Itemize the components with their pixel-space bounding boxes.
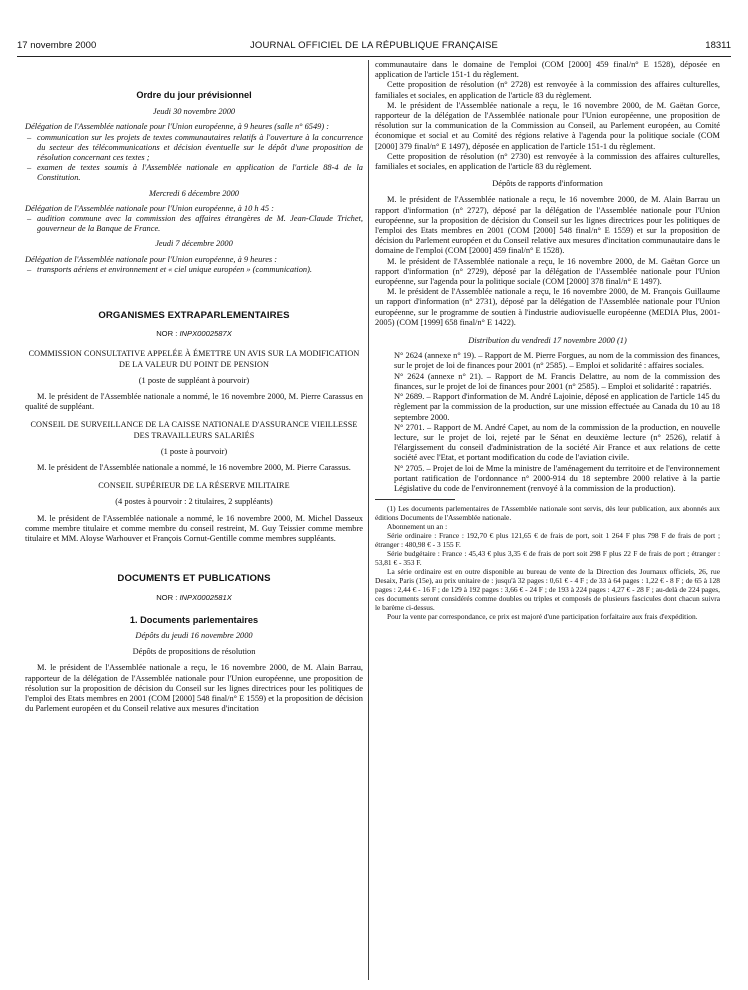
distribution-number: N° 2705.	[394, 463, 425, 473]
agenda-item-1: – communication sur les projets de textes communautaires relatifs à l'ouverture à la concurrence du secteur des télécommunications et décision éventuelle sur le dépôt d'une proposition de résolution concernant ces textes ;	[25, 133, 363, 164]
rapport-1: M. le président de l'Assemblée nationale a reçu, le 16 novembre 2000, de M. Alain Barrau un rapport d'information (n° 2727), déposé par la délégation de l'Assemblée nationale pour l'Union européenne, sur la proposition de décision du Conseil sur les lignes directrices pour les politiques de l'emploi des Etats membres en 2001 (COM [2000] 548 final/n° E 1559) et sur la proposition de décision du Parlement européen et du Conseil relative aux mesures d'incitation communautaire dans le domaine de l'emploi (COM [2000] 459 final/n° E 1528).	[375, 195, 720, 256]
distribution-text: – Rapport de M. André Capet, au nom de la commission de la production, en nouvelle lecture, sur le projet de loi, rejeté par le Sénat en deuxième lecture (n° 2526), relatif à l'élargissement du conseil d'administration de la société Air France et aux relations de cette société avec l'Etat, et portant modification du code de l'aviation civile.	[394, 422, 720, 463]
distribution-number: N° 2624	[394, 371, 425, 381]
nor-label: NOR :	[156, 329, 178, 339]
depot-1-text: M. le président de l'Assemblée nationale a reçu, le 16 novembre 2000, de M. Alain Barrau, rapporteur de la délégation de l'Assemblée nationale pour l'Union européenne, une proposition de résolution sur la proposition de décision du Conseil sur les lignes directrices pour les politiques de l'emploi des Etats membres en 2001 (COM [2000] 548 final/n° E 1559) et la proposition de décision du Parlement européen et du Conseil relative aux mesures d'incitation	[25, 663, 363, 714]
distribution-number: N° 2689.	[394, 392, 425, 402]
commission-2-text: M. le président de l'Assemblée nationale a nommé, le 16 novembre 2000, M. Pierre Carassus.	[37, 463, 351, 473]
correspondance-info: Pour la vente par correspondance, ce prix est majoré d'une participation forfaitaire aux frais d'expédition.	[387, 612, 698, 622]
nor-code: INPX0002581X	[179, 592, 232, 602]
distribution-item	[375, 351, 720, 371]
distribution-item	[375, 464, 720, 495]
date-jeudi-30: Jeudi 30 novembre 2000	[152, 107, 236, 117]
distribution-number: N° 2701.	[394, 422, 425, 432]
commission-1-title: COMMISSION CONSULTATIVE APPELÉE À ÉMETTRE UN AVIS SUR LA MODIFICATION DE LA VALEUR DU POINT DE PENSION	[28, 349, 360, 369]
commission-1-text: M. le président de l'Assemblée nationale a nommé, le 16 novembre 2000, M. Pierre Carassus en qualité de suppléant.	[25, 392, 363, 412]
left-column	[25, 60, 363, 714]
delegation-session-2: Délégation de l'Assemblée nationale pour l'Union européenne, à 10 h 45 :	[25, 203, 274, 213]
footnote-1: (1) Les documents parlementaires de l'Assemblée nationale sont servis, dès leur publication, aux abonnés aux éditions Documents de l'Assemblée nationale.	[375, 504, 720, 523]
footnotes	[375, 504, 720, 621]
organismes-title: ORGANISMES EXTRAPARLEMENTAIRES	[98, 310, 290, 322]
distribution-text: (annexe n° 19). – Rapport de M. Pierre Forgues, au nom de la commission des finances, sur le projet de loi de finances pour 2001 (n° 2585). – Emploi et solidarité : affaires sociales.	[394, 351, 720, 371]
nor-reference-1	[25, 329, 363, 339]
distribution-number: N° 2624	[394, 351, 423, 361]
documents-parlementaires-title: 1. Documents parlementaires	[129, 614, 259, 625]
vente-info: La série ordinaire est en outre disponible au bureau de vente de la Direction des Journaux officiels, 26, rue Desaix, Paris (15e), au prix unitaire de : jusqu'à 32 pages : 0,61 € - 4 F ; de 33 à 64 pages : 1,22 € - 8 F ; de 65 à 128 pages : 2,44 € - 16 F ; de 129 à 192 pages : 3,66 € - 24 F ; de 193 à 224 pages : 4,27 € - 28 F ; au-delà de 224 pages, ces documents seront considérés comme doubles ou triples et composés de plusieurs fascicules dont chacun suivra le barème ci-dessus.	[375, 567, 720, 613]
distribution-heading: Distribution du vendredi 17 novembre 2000 (1)	[468, 336, 627, 346]
abonnement-label: Abonnement un an :	[387, 522, 448, 532]
agenda-item-3: – audition commune avec la commission des affaires étrangères de M. Jean-Claude Trichet, gouverneur de la Banque de France.	[25, 214, 363, 234]
header-date: 17 novembre 2000	[17, 40, 97, 51]
date-mercredi-6: Mercredi 6 décembre 2000	[149, 188, 239, 198]
rapport-2: M. le président de l'Assemblée nationale a reçu, le 16 novembre 2000, de M. Gaëtan Gorce un rapport d'information (n° 2729), déposé par la délégation de l'Assemblée nationale pour l'Union européenne, sur l'agenda pour la politique sociale (COM [2000] 378 final/n° E 1497).	[375, 256, 720, 287]
ordre-du-jour-title: Ordre du jour prévisionnel	[136, 90, 252, 100]
column-divider	[368, 60, 369, 980]
renvoi-2: Cette proposition de résolution (n° 2730) est renvoyée à la commission des affaires culturelles, familiales et sociales, en application de l'article 83 du règlement.	[375, 151, 720, 172]
agenda-item-4: – transports aériens et environnement et « ciel unique européen » (communication).	[25, 265, 363, 275]
commission-3-text: M. le président de l'Assemblée nationale a nommé, le 16 novembre 2000, M. Michel Dasseux comme membre titulaire et comme membre du conseil restreint, M. Guy Teissier comme membre titulaire et MM. Aloyse Warhouver et François Cornut-Gentille comme membres suppléants.	[25, 513, 363, 544]
distribution-item	[375, 372, 720, 392]
commission-3-posts: (4 postes à pourvoir : 2 titulaires, 2 suppléants)	[115, 497, 273, 507]
serie-ordinaire-price: Série ordinaire : France : 192,70 € plus 121,65 € de frais de port, soit 1 264 F plus 798 F de frais de port ; étranger : 480,98 € - 3 155 F.	[375, 531, 720, 550]
journal-title: JOURNAL OFFICIEL DE LA RÉPUBLIQUE FRANÇAISE	[249, 40, 499, 51]
page-number: 18311	[705, 40, 731, 51]
nor-code: INPX0002587X	[179, 329, 232, 339]
depot-2-text: M. le président de l'Assemblée nationale a reçu, le 16 novembre 2000, de M. Gaëtan Gorce, rapporteur de la délégation de l'Assemblée nationale pour l'Union européenne, une proposition de résolution sur la communication de la Commission au Conseil, au Parlement européen, au Comité économique et social et au Comité des régions relative à l'agenda pour la politique sociale (COM [2000] 379 final/n° E 1497), déposée en application de l'article 151-1 du règlement.	[375, 100, 720, 151]
commission-2-title: CONSEIL DE SURVEILLANCE DE LA CAISSE NATIONALE D'ASSURANCE VIEILLESSE DES TRAVAILLEURS SALARIÉS	[30, 420, 358, 440]
distribution-text: (annexe n° 21). – Rapport de M. Francis Delattre, au nom de la commission des finances, sur le projet de loi de finances pour 2001 (n° 2585). – Emploi et solidarité : rapatriés.	[394, 371, 720, 391]
commission-1-posts: (1 poste de suppléant à pourvoir)	[138, 375, 250, 385]
delegation-session-3: Délégation de l'Assemblée nationale pour l'Union européenne, à 9 heures :	[25, 254, 278, 264]
date-jeudi-7: Jeudi 7 décembre 2000	[155, 239, 233, 249]
commission-3-title: CONSEIL SUPÉRIEUR DE LA RÉSERVE MILITAIRE	[98, 481, 290, 491]
distribution-text: – Projet de loi de Mme la ministre de l'aménagement du territoire et de l'environnement portant ratification de l'ordonnance n° 2000-914 du 18 septembre 2000 relative à la partie Législative du code de l'environnement (renvoyé à la commission de la production).	[394, 463, 721, 493]
nor-label: NOR :	[156, 592, 178, 602]
running-header	[17, 40, 731, 57]
rapports-heading: Dépôts de rapports d'information	[492, 179, 603, 189]
renvoi-1: Cette proposition de résolution (n° 2728) est renvoyée à la commission des affaires culturelles, familiales et sociales, en application de l'article 83 du règlement.	[375, 80, 720, 100]
serie-budgetaire-price: Série budgétaire : France : 45,43 € plus 3,35 € de frais de port soit 298 F plus 22 F de frais de port ; étranger : 53,81 € - 353 F.	[375, 549, 720, 568]
documents-title: DOCUMENTS ET PUBLICATIONS	[117, 573, 271, 585]
depot-1-continued: communautaire dans le domaine de l'emploi (COM [2000] 459 final/n° E 1528), déposée en application de l'article 151-1 du règlement.	[375, 60, 720, 80]
right-column	[375, 60, 720, 621]
depots-propositions-heading: Dépôts de propositions de résolution	[132, 647, 256, 657]
distribution-text: – Rapport d'information de M. André Lajoinie, déposé en application de l'article 145 du règlement par la commission de la production, sur une mission effectuée au Canada du 10 au 18 septembre 2000.	[394, 392, 720, 422]
commission-2-posts: (1 poste à pourvoir)	[160, 446, 228, 456]
footnote-rule	[375, 499, 455, 500]
rapport-3: M. le président de l'Assemblée nationale a reçu, le 16 novembre 2000, de M. François Guillaume un rapport d'information (n° 2731), déposé par la délégation de l'Assemblée nationale pour l'Union européenne, sur le programme de soutien à l'industrie audiovisuelle européenne (MEDIA Plus, 2001-2005) (COM [1999] 658 final/n° E 1422).	[375, 287, 720, 327]
distribution-item	[375, 392, 720, 423]
depots-date: Dépôts du jeudi 16 novembre 2000	[135, 630, 253, 640]
nor-reference-2	[25, 593, 363, 603]
distribution-item	[375, 423, 720, 464]
agenda-item-2: – examen de textes soumis à l'Assemblée nationale en application de l'article 88-4 de la Constitution.	[25, 163, 363, 183]
delegation-session-1: Délégation de l'Assemblée nationale pour l'Union européenne, à 9 heures (salle n° 6549) :	[25, 122, 330, 132]
